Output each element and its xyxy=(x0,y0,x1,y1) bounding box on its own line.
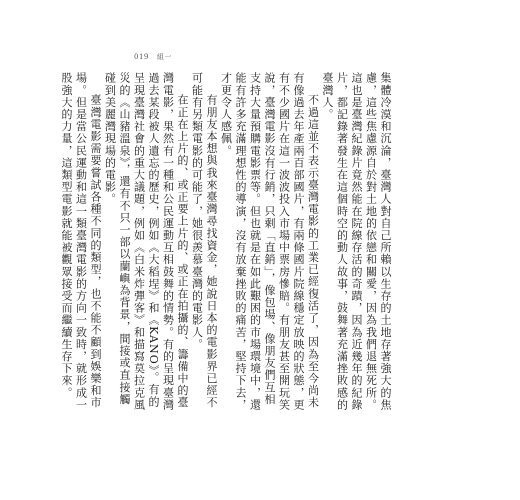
paragraph-5: 臺灣電影需要嘗試各種不同的類型，也不能不顧到娛樂和市場。但是當公民運動和這一類臺灣電影的方向一致時，就形成一股強大的力量，這類型電影就能被觀眾接受而繼續生存下來。 xyxy=(60,72,102,411)
paragraph-4: 在正在上片的、或正要上片的、或正在拍攝的、籌備中的臺灣電影，果然有一種和公民運動互相鼓舞的情勢。有的呈現臺灣過去某段被人遺忘的歷史，例如《大稻埕》和《KANO》。有的呈現臺灣社會的重大議題，例如《白米炸彈客》和描寫莫拉克風災的《山豬溫泉》，還有不只一部以蘭嶼為背景，間接或直接觸碰到美麗灣現場的電影。 xyxy=(103,72,189,411)
paragraph-1: 集體冷漠和沉淪，臺灣人對自己所賴以生存的土地存著強大的焦慮，這些焦慮源自於對土地的依戀和關愛，因為我們退無死所。這也是臺灣紀錄片竟然能在院線存活的奇蹟，因為近幾年的紀錄片，都記錄著發生在這個時空的動人故事，鼓舞著充滿挫敗感的臺灣人。 xyxy=(321,72,392,411)
running-header xyxy=(134,52,172,62)
paragraph-2: 不過這並不表示臺灣電影的工業已經復活了，因為至今尚未有像過去年產兩百部國片，有兩條國片院線穩定放映的狀態，更有不少國片在這一波波投入市場中票房慘賠。有朋友甚至開玩笑說，臺灣電影沒有行銷，只剩「直銷」，像包場、像朋友們互相支持大量預購電影票等。但也就是在如此艱困的市場環境中，還能有許多充滿理想性的導演，沒有放棄挫敗的痛苦，堅持下去，才更令人感佩。 xyxy=(219,72,320,411)
paragraph-3: 有朋友本想與我來臺灣尋找資金，她說日本的電影界已經不可能有另類電影的可能了，她很羨慕臺灣的電影人。 xyxy=(190,72,218,409)
page-number: 019 xyxy=(134,53,149,61)
vertical-text-body xyxy=(60,72,392,412)
section-title: 組一 xyxy=(156,53,172,61)
